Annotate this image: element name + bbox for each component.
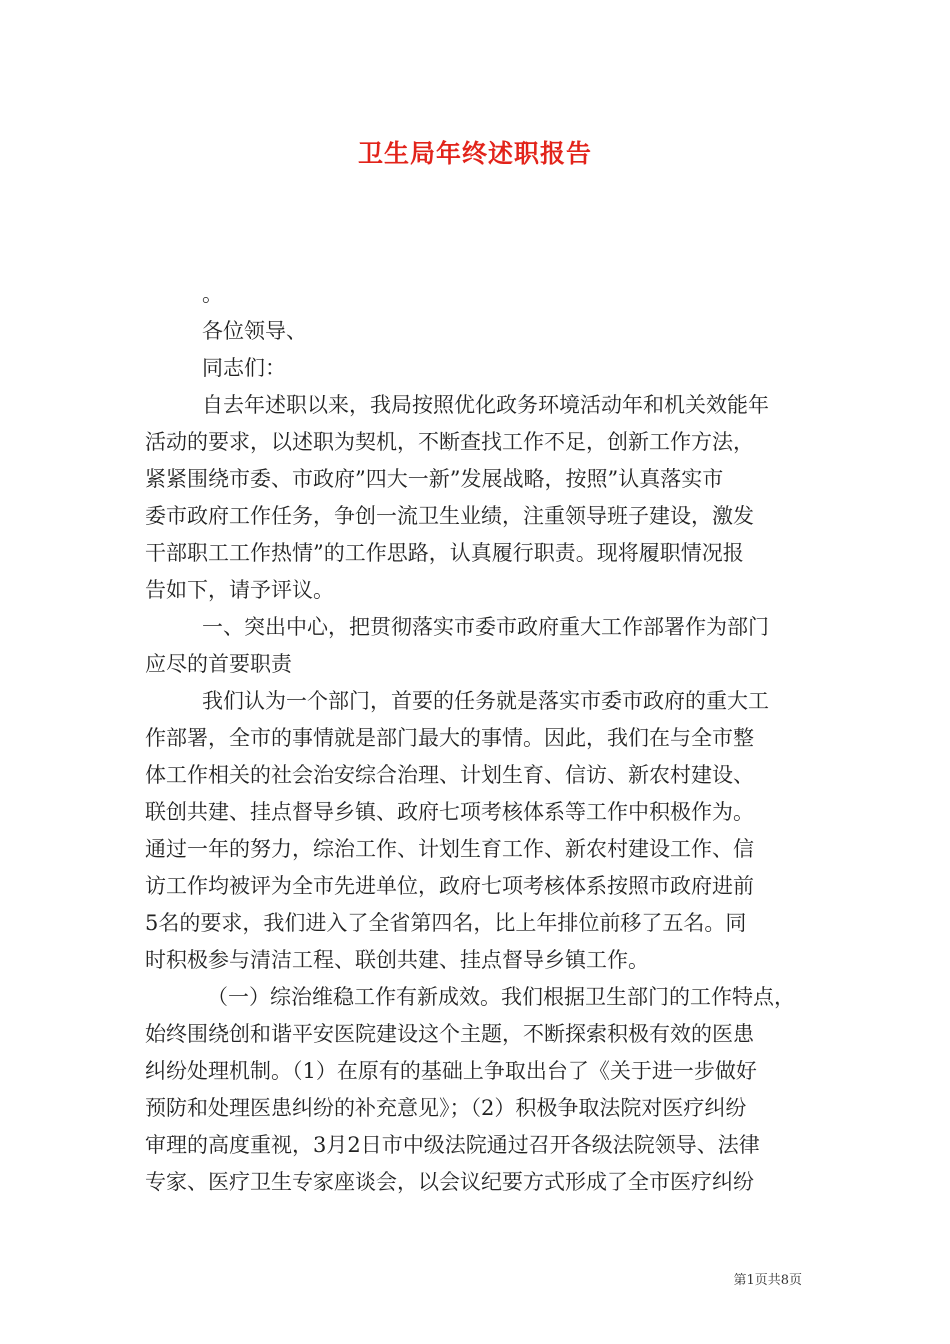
text-line: 干部职工工作热情”的工作思路，认真履行职责。现将履职情况报 (145, 541, 744, 565)
section-heading-line: 一、突出中心，把贯彻落实市委市政府重大工作部署作为部门 (202, 615, 769, 639)
text-line: 预防和处理医患纠纷的补充意见》；（2）积极争取法院对医疗纠纷 (145, 1096, 747, 1120)
text-line: 活动的要求，以述职为契机，不断查找工作不足，创新工作方法， (145, 430, 754, 454)
text-line: 自去年述职以来，我局按照优化政务环境活动年和机关效能年 (202, 393, 769, 417)
page-number: 第1页共8页 (733, 1273, 802, 1288)
text-line: 委市政府工作任务，争创一流卫生业绩，注重领导班子建设，激发 (145, 504, 754, 528)
text-line: 。 (202, 282, 223, 306)
text-line: 时积极参与清洁工程、联创共建、挂点督导乡镇工作。 (145, 948, 649, 972)
text-line: 体工作相关的社会治安综合治理、计划生育、信访、新农村建设、 (145, 763, 754, 787)
text-line: 联创共建、挂点督导乡镇、政府七项考核体系等工作中积极作为。 (145, 800, 754, 824)
salutation-line: 各位领导、 (202, 319, 307, 343)
text-line: 5名的要求，我们进入了全省第四名，比上年排位前移了五名。同 (145, 911, 747, 935)
document-body (145, 276, 805, 1201)
text-line: 我们认为一个部门，首要的任务就是落实市委市政府的重大工 (202, 689, 769, 713)
text-line: 审理的高度重视，3月2日市中级法院通过召开各级法院领导、法律 (145, 1133, 760, 1157)
text-line: 告如下，请予评议。 (145, 578, 334, 602)
section-heading-line: 应尽的首要职责 (145, 652, 292, 676)
text-line: 紧紧围绕市委、市政府”四大一新”发展战略，按照”认真落实市 (145, 467, 724, 491)
text-line: 作部署，全市的事情就是部门最大的事情。因此，我们在与全市整 (145, 726, 754, 750)
text-line: 纠纷处理机制。（1）在原有的基础上争取出台了《关于进一步做好 (145, 1059, 757, 1083)
page-title: 卫生局年终述职报告 (357, 139, 592, 168)
text-line: 始终围绕创和谐平安医院建设这个主题，不断探索积极有效的医患 (145, 1022, 754, 1046)
text-line: 访工作均被评为全市先进单位，政府七项考核体系按照市政府进前 (145, 874, 754, 898)
subsection-line: （一）综治维稳工作有新成效。我们根据卫生部门的工作特点， (207, 985, 795, 1009)
text-line: 通过一年的努力，综治工作、计划生育工作、新农村建设工作、信 (145, 837, 754, 861)
text-line: 专家、医疗卫生专家座谈会，以会议纪要方式形成了全市医疗纠纷 (145, 1170, 754, 1194)
salutation-line: 同志们： (202, 356, 286, 380)
